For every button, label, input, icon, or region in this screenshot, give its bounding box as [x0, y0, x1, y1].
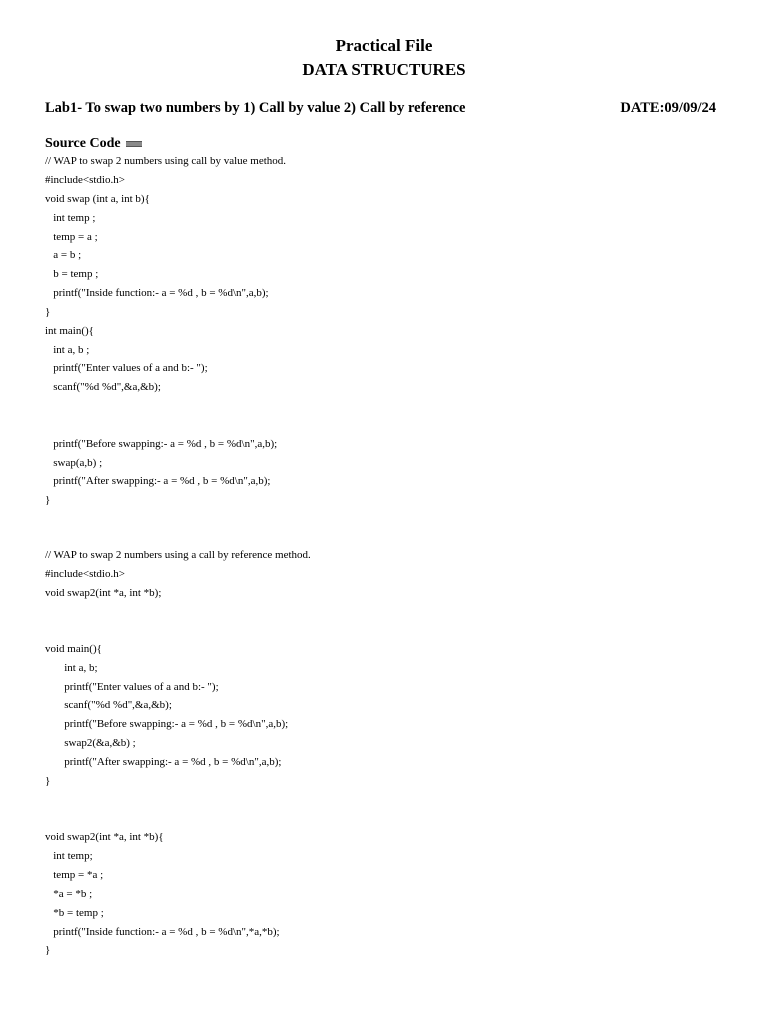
- code-line: printf("Enter values of a and b:- ");: [45, 362, 208, 374]
- code-line: printf("Inside function:- a = %d , b = %d\n",*a,*b);: [45, 926, 280, 938]
- code-line: void main(){: [45, 643, 102, 655]
- code-line: // WAP to swap 2 numbers using call by value method.: [45, 155, 287, 167]
- code-line: #include<stdio.h>: [45, 568, 125, 580]
- code-line: swap2(&a,&b) ;: [45, 737, 136, 749]
- dash-icon: [126, 141, 142, 147]
- code-line: printf("Before swapping:- a = %d , b = %d\n",a,b);: [45, 718, 289, 730]
- document-title: Practical File: [335, 36, 433, 55]
- code-line: int main(){: [45, 325, 94, 337]
- subject-title: DATA STRUCTURES: [302, 60, 466, 79]
- source-code-heading: [45, 135, 142, 153]
- code-line: printf("Before swapping:- a = %d , b = %d\n",a,b);: [45, 438, 278, 450]
- code-line: *b = temp ;: [45, 907, 104, 919]
- code-line: }: [45, 306, 51, 318]
- code-line: printf("Inside function:- a = %d , b = %d\n",a,b);: [45, 287, 269, 299]
- code-line: *a = *b ;: [45, 888, 93, 900]
- code-line: void swap2(int *a, int *b);: [45, 587, 162, 599]
- code-line: // WAP to swap 2 numbers using a call by reference method.: [45, 549, 311, 561]
- code-line: b = temp ;: [45, 268, 99, 280]
- code-line: printf("Enter values of a and b:- ");: [45, 681, 219, 693]
- code-line: int a, b;: [45, 662, 98, 674]
- code-line: temp = a ;: [45, 231, 98, 243]
- lab-header: [45, 99, 716, 117]
- code-line: void swap2(int *a, int *b){: [45, 831, 164, 843]
- code-line: int temp;: [45, 850, 93, 862]
- code-line: a = b ;: [45, 249, 82, 261]
- source-code-label: Source Code: [45, 136, 121, 151]
- code-line: }: [45, 494, 51, 506]
- code-line: void swap (int a, int b){: [45, 193, 150, 205]
- code-line: scanf("%d %d",&a,&b);: [45, 381, 161, 393]
- lab-date: DATE:09/09/24: [620, 100, 716, 116]
- code-line: scanf("%d %d",&a,&b);: [45, 699, 172, 711]
- code-line: int a, b ;: [45, 344, 90, 356]
- code-line: printf("After swapping:- a = %d , b = %d\n",a,b);: [45, 756, 282, 768]
- lab-title: Lab1- To swap two numbers by 1) Call by value 2) Call by reference: [45, 100, 466, 116]
- code-line: printf("After swapping:- a = %d , b = %d\n",a,b);: [45, 475, 271, 487]
- code-line: temp = *a ;: [45, 869, 104, 881]
- code-line: int temp ;: [45, 212, 96, 224]
- code-line: }: [45, 775, 51, 787]
- code-line: #include<stdio.h>: [45, 174, 125, 186]
- code-line: }: [45, 944, 51, 956]
- code-line: swap(a,b) ;: [45, 457, 103, 469]
